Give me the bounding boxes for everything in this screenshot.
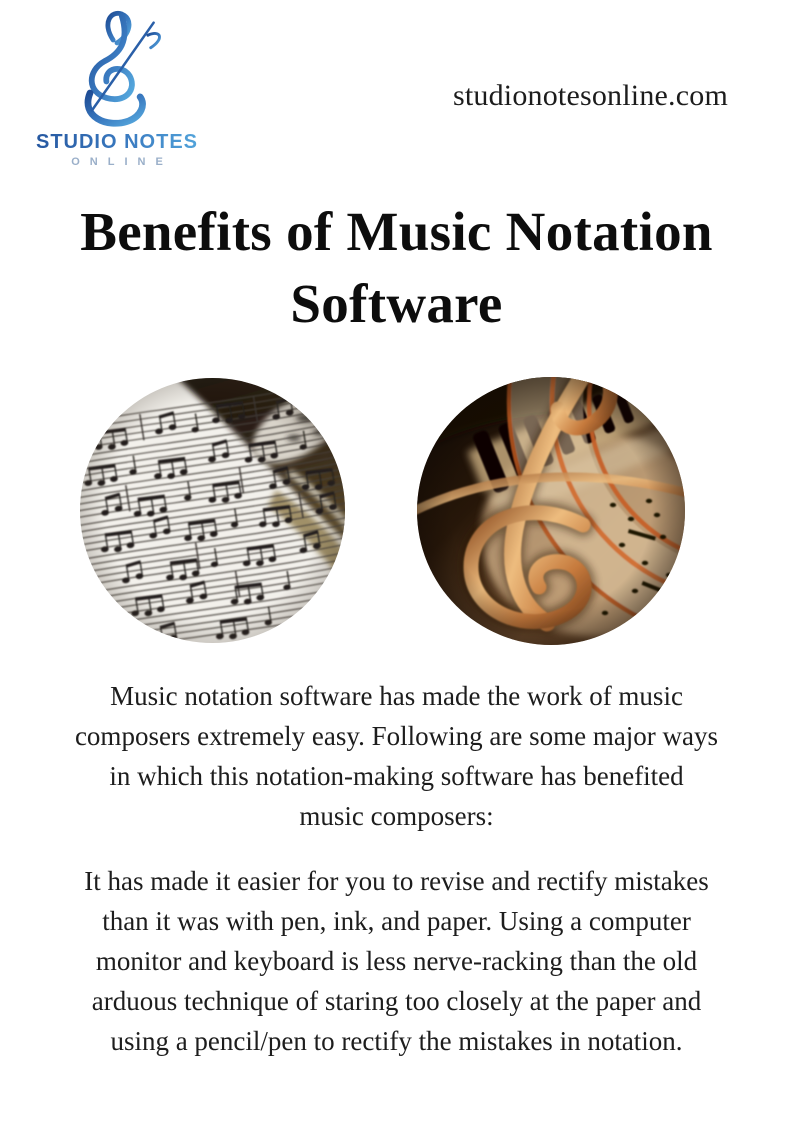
intro-paragraph-line: in which this notation-making software has benefited bbox=[109, 761, 684, 791]
page-title bbox=[0, 196, 793, 340]
sheet-music-photo-art bbox=[80, 378, 345, 643]
benefit-paragraph-line: using a pencil/pen to rectify the mistakes in notation. bbox=[110, 1026, 683, 1056]
treble-clef-piano-photo bbox=[417, 377, 685, 645]
benefit-paragraph-line: monitor and keyboard is less nerve-racking than the old bbox=[95, 946, 698, 976]
benefit-paragraph bbox=[36, 861, 757, 1061]
site-url: studionotesonline.com bbox=[452, 79, 728, 112]
intro-paragraph-line: Music notation software has made the work of music bbox=[110, 681, 683, 711]
benefit-paragraph-line: It has made it easier for you to revise and rectify mistakes bbox=[84, 866, 709, 896]
page-title-line2: Software bbox=[290, 273, 503, 334]
logo bbox=[26, 8, 208, 168]
intro-paragraph bbox=[36, 676, 757, 836]
intro-paragraph-line: composers extremely easy. Following are some major ways bbox=[74, 721, 719, 751]
treble-clef-piano-photo-art bbox=[417, 377, 685, 645]
benefit-paragraph-line: arduous technique of staring too closely at the paper and bbox=[91, 986, 702, 1016]
treble-clef-icon bbox=[64, 8, 170, 128]
benefit-paragraph-line: than it was with pen, ink, and paper. Using a computer bbox=[102, 906, 691, 936]
page-title-line1: Benefits of Music Notation bbox=[80, 201, 713, 262]
logo-name: STUDIO NOTES bbox=[26, 131, 208, 154]
intro-paragraph-line: music composers: bbox=[299, 801, 494, 831]
sheet-music-photo bbox=[80, 378, 345, 643]
logo-subtitle: ONLINE bbox=[71, 156, 173, 168]
